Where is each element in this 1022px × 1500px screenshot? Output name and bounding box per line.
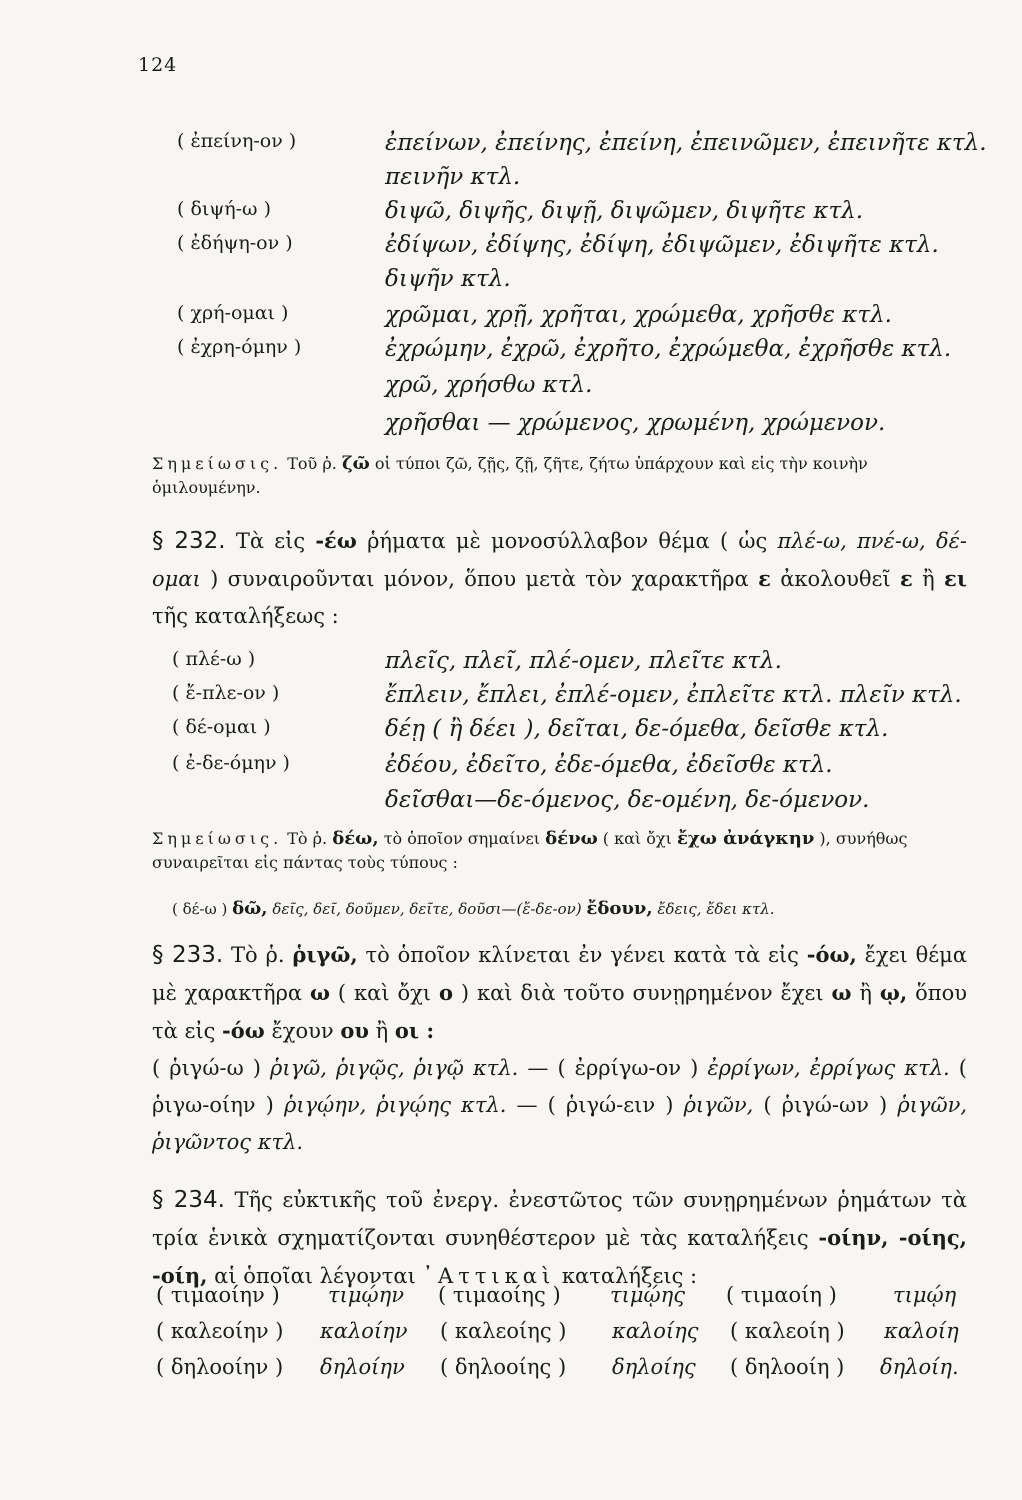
paragraph-text: ἀκολουθεῖ [780, 567, 891, 591]
italic-term: ῥιγῶν, [683, 1093, 754, 1117]
conjugation-label: ( ἐδήψη-ον ) [177, 232, 293, 254]
note-text: ( καὶ ὄχι [602, 829, 672, 848]
note-paragraph-2-example [172, 897, 972, 921]
table-cell: ( καλεοίης ) [440, 1319, 567, 1343]
conjugation-label: ( ἐπείνη-ον ) [177, 130, 297, 152]
bold-term: ει [944, 566, 967, 591]
note-italic-text: δεῖς, δεῖ, δοῦμεν, δεῖτε, δοῦσι—(ἔ-δε-ον) [272, 900, 582, 918]
table-cell: ( δηλοοίη ) [730, 1355, 845, 1379]
italic-term: ἐρρίγων, ἐρρίγως κτλ. [707, 1056, 950, 1080]
conjugation-forms: ἐχρώμην, ἐχρῶ, ἐχρῆτο, ἐχρώμεθα, ἐχρῆσθε κτλ. [385, 336, 952, 362]
table-row [156, 1355, 968, 1389]
note-heading: Σημείωσις. [152, 829, 283, 848]
table-cell: δηλοίην [320, 1355, 405, 1379]
conjugation-forms: πλεῖς, πλεῖ, πλέ-ομεν, πλεῖτε κτλ. [385, 648, 782, 674]
conjugation-forms: διψῆν κτλ. [385, 266, 511, 292]
table-cell: τιμῴης [610, 1283, 685, 1307]
paragraph-text: Τὰ εἰς [235, 529, 306, 553]
table-cell: τιμῴην [328, 1283, 404, 1307]
paragraph-text: ) συναιροῦνται μόνον, ὅπου μετὰ τὸν χαρακτῆρα [210, 567, 749, 591]
table-cell: καλοίην [320, 1319, 408, 1343]
paragraph-text: — ( ἐρρίγω-ον ) [527, 1056, 699, 1080]
paragraph-text: αἱ ὁποῖαι λέγονται [214, 1264, 416, 1288]
conjugation-label: ( διψή-ω ) [177, 198, 271, 220]
paragraph-text: ἢ [922, 567, 935, 591]
conjugation-label: ( χρή-ομαι ) [177, 302, 289, 324]
table-row [156, 1283, 968, 1317]
paragraph-text: ἔχει θέμα μὲ χαρακτῆρα [152, 943, 967, 1005]
page-number: 124 [138, 54, 178, 76]
table-cell: ( καλεοίη ) [730, 1319, 845, 1343]
paragraph-text: ( ῥιγω-οίην ) [152, 1056, 967, 1117]
bold-term: οι : [394, 1018, 435, 1043]
note-bold-term: ἔχω ἀνάγκην [676, 828, 815, 849]
table-cell: δηλοίη. [880, 1355, 959, 1379]
note-text: ( δέ-ω ) [172, 900, 228, 918]
bold-term: ῳ, [879, 980, 908, 1005]
italic-term: ῥιγῴην, ῥιγῴης κτλ. [283, 1093, 507, 1117]
paragraph-text: ( ῥιγώ-ω ) [152, 1056, 261, 1080]
section-number: § 233. [152, 942, 224, 968]
note-paragraph-2 [152, 827, 970, 875]
table-cell: ( δηλοοίην ) [156, 1355, 284, 1379]
paragraph-text: ) καὶ διὰ τοῦτο συνῃρημένον ἔχει [460, 981, 824, 1005]
conjugation-forms: ἐδίψων, ἐδίψης, ἐδίψη, ἐδιψῶμεν, ἐδιψῆτε κτλ. [385, 232, 939, 258]
conjugation-forms: ἐπείνων, ἐπείνης, ἐπείνη, ἐπεινῶμεν, ἐπεινῆτε κτλ. [385, 130, 987, 156]
bold-term: ω [831, 980, 852, 1005]
conjugation-forms: χρῶ, χρήσθω κτλ. [385, 372, 593, 398]
table-cell: καλοίη [884, 1319, 959, 1343]
paragraph-text: ( ῥιγώ-ων ) [763, 1093, 888, 1117]
paragraph-text: Τὸ ῥ. [231, 943, 285, 967]
bold-term: -όω [222, 1018, 265, 1043]
conjugation-forms: χρῆσθαι — χρώμενος, χρωμένη, χρώμενον. [385, 410, 886, 436]
bold-term: -έω [315, 528, 357, 553]
conjugation-forms: διψῶ, διψῆς, διψῇ, διψῶμεν, διψῆτε κτλ. [385, 198, 864, 224]
note-text: τὸ ὁποῖον σημαίνει [383, 829, 541, 848]
conjugation-label: ( ἐ-δε-όμην ) [172, 752, 290, 774]
italic-term: ῥιγῶ, ῥιγῷς, ῥιγῷ κτλ. [269, 1056, 519, 1080]
conjugation-label: ( ἐχρη-όμην ) [177, 336, 302, 358]
bold-term: ε [758, 566, 771, 591]
section-232-paragraph [152, 522, 967, 635]
note-bold-term: ζῶ [341, 453, 370, 474]
conjugation-forms: χρῶμαι, χρῇ, χρῆται, χρώμεθα, χρῆσθε κτλ. [385, 302, 892, 328]
note-text: Τοῦ ῥ. [287, 454, 337, 473]
spaced-term: ᾿Αττικαὶ [422, 1264, 556, 1288]
table-cell: τιμῴη [893, 1283, 957, 1307]
paragraph-text: ὅπου τὰ εἰς [152, 981, 967, 1043]
paragraph-text: — ( ῥιγώ-ειν ) [516, 1093, 674, 1117]
note-heading: Σημείωσις. [152, 454, 283, 473]
note-text: Τὸ ῥ. [287, 829, 328, 848]
table-cell: δηλοίης [612, 1355, 696, 1379]
table-cell: ( τιμαοίης ) [438, 1283, 561, 1307]
paragraph-text: ( καὶ ὄχι [337, 981, 432, 1005]
conjugation-label: ( πλέ-ω ) [172, 648, 256, 670]
bold-term: ου [340, 1018, 369, 1043]
table-cell: ( τιμαοίη ) [726, 1283, 837, 1307]
table-cell: ( τιμαοίην ) [156, 1283, 280, 1307]
note-bold-term: δέω, [332, 828, 379, 849]
section-234-paragraph [152, 1182, 967, 1295]
conjugation-forms: ἔπλειν, ἔπλει, ἐπλέ-ομεν, ἐπλεῖτε κτλ. πλεῖν κτλ. [385, 682, 962, 708]
note-italic-text: ἔδεις, ἔδει κτλ. [657, 900, 775, 918]
note-bold-term: δένω [545, 828, 598, 849]
conjugation-forms: πεινῆν κτλ. [385, 164, 521, 190]
paragraph-text: καταλήξεις : [561, 1264, 698, 1288]
note-bold-term: δῶ, [232, 898, 268, 919]
conjugation-forms: ἐδέου, ἐδεῖτο, ἐδε-όμεθα, ἐδεῖσθε κτλ. [385, 752, 833, 778]
conjugation-label: ( δέ-ομαι ) [172, 716, 271, 738]
note-bold-term: ἔδουν, [586, 898, 653, 919]
table-cell: ( δηλοοίης ) [440, 1355, 567, 1379]
table-row [156, 1319, 968, 1353]
paragraph-text: ἢ [375, 1019, 389, 1043]
bold-term: ε [899, 566, 913, 591]
conjugation-forms: δέῃ ( ἢ δέει ), δεῖται, δε-όμεθα, δεῖσθε κτλ. [385, 716, 889, 742]
paragraph-text: τὸ ὁποῖον κλίνεται ἐν γένει κατὰ τὰ εἰς [365, 943, 799, 967]
paragraph-text: ἔχουν [271, 1019, 334, 1043]
paragraph-text: Τῆς εὐκτικῆς τοῦ ἐνεργ. ἐνεστῶτος τῶν συνῃρημένων ῥημάτων τὰ τρία ἑνικὰ σχηματίζονται συνηθέστερον μὲ τὰς καταλήξεις [152, 1188, 967, 1250]
bold-term: ῥιγῶ, [292, 942, 358, 967]
note-paragraph-1 [152, 452, 970, 500]
bold-term: -όω, [806, 942, 857, 967]
section-233-paragraph [152, 936, 967, 1161]
paragraph-text: τῆς καταλήξεως : [152, 604, 339, 628]
section-number: § 234. [152, 1187, 225, 1213]
italic-term: πλέ-ω, πνέ-ω, δέ-ομαι [152, 529, 967, 591]
table-cell: ( καλεοίην ) [156, 1319, 284, 1343]
italic-term: ῥιγῶν, ῥιγῶντος κτλ. [152, 1093, 968, 1154]
note-text: οἱ τύποι ζῶ, ζῇς, ζῇ, ζῆτε, ζήτω ὑπάρχουν καὶ εἰς τὴν κοινὴν ὁμιλουμένην. [152, 454, 868, 497]
bold-term: ο [438, 980, 453, 1005]
conjugation-forms: δεῖσθαι—δε-όμενος, δε-ομένη, δε-όμενον. [385, 787, 870, 813]
paragraph-text: ἢ [859, 981, 873, 1005]
bold-term: ω [310, 980, 331, 1005]
note-text: ), συνήθως συναιρεῖται εἰς πάντας τοὺς τύπους : [152, 829, 908, 872]
conjugation-label: ( ἔ-πλε-ον ) [172, 682, 280, 704]
table-cell: καλοίης [612, 1319, 699, 1343]
section-number: § 232. [152, 528, 226, 554]
bold-term: -οίην, -οίης, -οίη, [152, 1225, 967, 1288]
paragraph-text: ῥήματα μὲ μονοσύλλαβον θέμα ( ὡς [367, 529, 768, 553]
